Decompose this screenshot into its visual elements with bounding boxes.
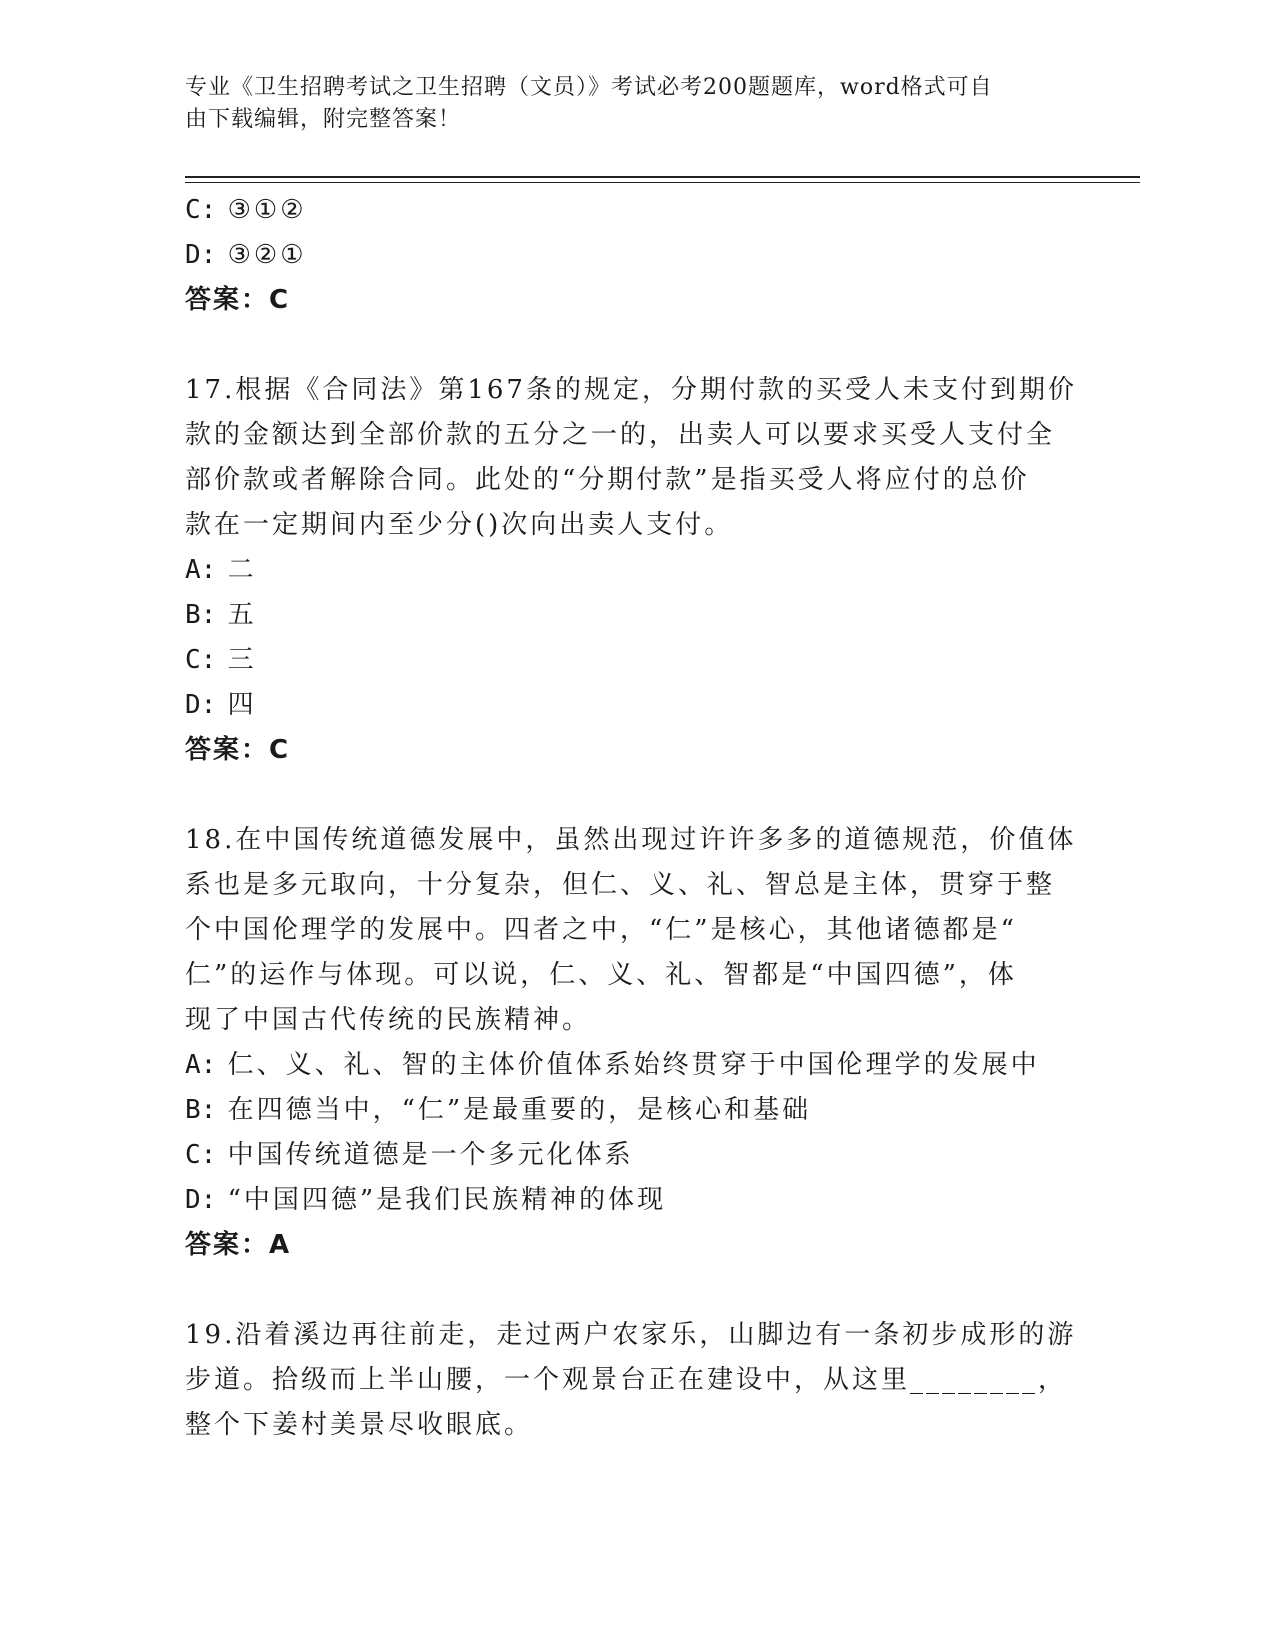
option-c: C: 中国传统道德是一个多元化体系 (185, 1140, 634, 1170)
spacer (185, 323, 1065, 368)
question-text-line: 仁”的运作与体现。可以说，仁、义、礼、智都是“中国四德”，体 (185, 960, 1017, 990)
question-text-line: 步道。拾级而上半山腰，一个观景台正在建设中，从这里________， (185, 1365, 1068, 1395)
option-d: D: “中国四德”是我们民族精神的体现 (185, 1185, 667, 1215)
question-text-line: 部价款或者解除合同。此处的“分期付款”是指买受人将应付的总价 (185, 465, 1030, 495)
question-text-line: 系也是多元取向，十分复杂，但仁、义、礼、智总是主体，贯穿于整 (185, 870, 1056, 900)
question-text-line: 款的金额达到全部价款的五分之一的，出卖人可以要求买受人支付全 (185, 420, 1056, 450)
option-d: D: 四 (185, 690, 257, 720)
option-d: D: ③②① (185, 240, 307, 270)
option-c: C: 三 (185, 645, 257, 675)
spacer (185, 1268, 1065, 1313)
answer-line: 答案：A (185, 1230, 292, 1260)
document-body (185, 188, 1077, 1448)
question-19 (185, 1313, 1077, 1448)
question-text-line: 17.根据《合同法》第167条的规定，分期付款的买受人未支付到期价 (185, 375, 1077, 405)
question-text-line: 个中国伦理学的发展中。四者之中，“仁”是核心，其他诸德都是“ (185, 915, 1017, 945)
answer-line: 答案：C (185, 285, 291, 315)
question-17 (185, 368, 1077, 773)
question-18 (185, 818, 1077, 1268)
option-b: B: 五 (185, 600, 257, 630)
question-text-line: 18.在中国传统道德发展中，虽然出现过许许多多的道德规范，价值体 (185, 825, 1077, 855)
question-text-line: 现了中国古代传统的民族精神。 (185, 1005, 592, 1035)
header-line-2: 由下载编辑，附完整答案！ (185, 107, 462, 132)
option-b: B: 在四德当中，“仁”是最重要的，是核心和基础 (185, 1095, 812, 1125)
header-divider-thin (185, 182, 1140, 183)
spacer (185, 773, 1065, 818)
prev-question (185, 188, 1065, 323)
answer-line: 答案：C (185, 735, 291, 765)
question-text-line: 19.沿着溪边再往前走，走过两户农家乐，山脚边有一条初步成形的游 (185, 1320, 1077, 1350)
header-line-1: 专业《卫生招聘考试之卫生招聘（文员）》考试必考200题题库，word格式可自 (185, 75, 993, 100)
option-a: A: 二 (185, 555, 257, 585)
option-a: A: 仁、义、礼、智的主体价值体系始终贯穿于中国伦理学的发展中 (185, 1050, 1040, 1080)
question-text-line: 款在一定期间内至少分()次向出卖人支付。 (185, 510, 734, 540)
document-header (185, 72, 1065, 136)
header-divider-thick (185, 176, 1140, 178)
option-c: C: ③①② (185, 195, 307, 225)
question-text-line: 整个下姜村美景尽收眼底。 (185, 1410, 534, 1440)
